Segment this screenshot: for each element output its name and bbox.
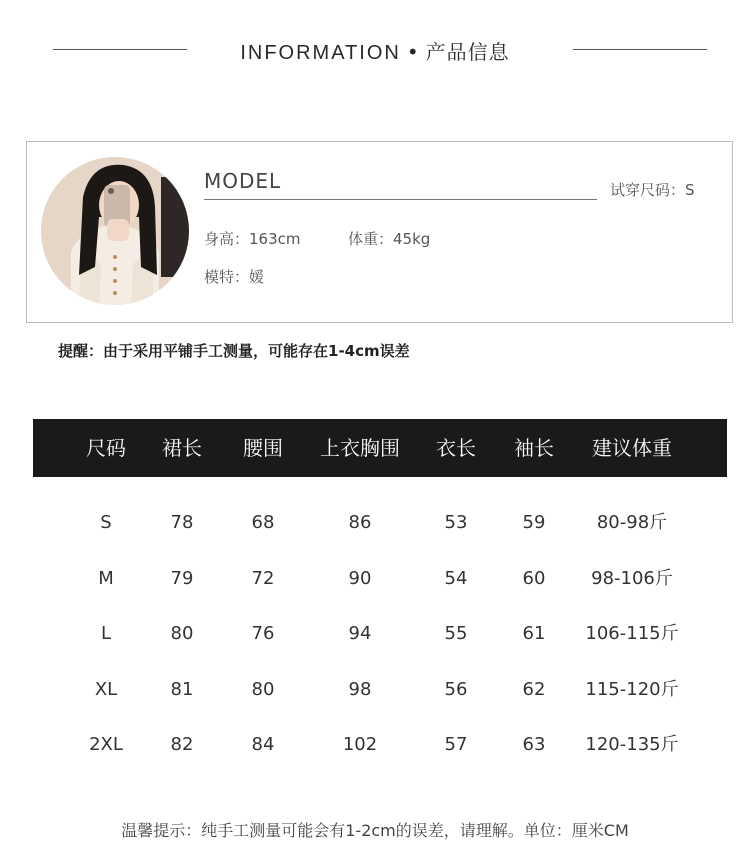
cell-skirt-length: 82 — [170, 734, 194, 755]
table-row — [33, 551, 727, 607]
header-waist: 腰围 — [243, 436, 283, 460]
model-card — [26, 141, 733, 323]
model-underline — [204, 199, 597, 200]
model-height: 身高：163cm — [204, 230, 301, 248]
cell-sleeve-length: 60 — [522, 567, 546, 589]
cell-waist: 68 — [251, 512, 275, 533]
measurement-reminder: 提醒：由于采用平铺手工测量，可能存在1-4cm误差 — [58, 342, 410, 360]
cell-top-length: 54 — [444, 567, 468, 589]
cell-bust: 94 — [348, 623, 372, 644]
size-tried: 试穿尺码：S — [610, 181, 695, 199]
cell-top-length: 57 — [444, 734, 468, 755]
cell-suggested-weight: 120-135斤 — [585, 734, 679, 755]
cell-waist: 84 — [251, 734, 275, 755]
model-label: MODEL — [204, 169, 282, 193]
size-table-header — [33, 419, 727, 477]
cell-suggested-weight: 115-120斤 — [585, 678, 679, 700]
model-avatar — [41, 157, 189, 305]
cell-sleeve-length: 63 — [522, 734, 546, 755]
cell-top-length: 53 — [444, 512, 468, 533]
cell-bust: 102 — [342, 734, 378, 755]
header-title-dot: • — [406, 40, 420, 64]
footer-note: 温馨提示：纯手工测量可能会有1-2cm的误差，请理解。单位：厘米CM — [121, 821, 629, 840]
cell-size: XL — [94, 678, 118, 700]
header-top-length: 衣长 — [436, 436, 476, 460]
header-title-cn: 产品信息 — [425, 40, 510, 64]
header-bust: 上衣胸围 — [320, 436, 400, 460]
size-table-body — [33, 495, 727, 773]
cell-bust: 98 — [348, 678, 372, 700]
cell-top-length: 55 — [444, 623, 468, 644]
table-row — [33, 606, 727, 662]
cell-bust: 86 — [348, 512, 372, 533]
cell-suggested-weight: 106-115斤 — [585, 623, 679, 644]
header-title-en: INFORMATION — [240, 42, 401, 64]
header-suggested-weight: 建议体重 — [592, 436, 672, 460]
model-name: 模特：媛 — [204, 268, 265, 286]
cell-size: S — [100, 512, 112, 533]
cell-skirt-length: 78 — [170, 512, 194, 533]
size-table — [33, 419, 727, 773]
header-sleeve-length: 袖长 — [514, 436, 554, 460]
cell-suggested-weight: 98-106斤 — [591, 567, 673, 589]
cell-skirt-length: 80 — [170, 623, 194, 644]
cell-size: L — [100, 623, 112, 644]
cell-waist: 80 — [251, 678, 275, 700]
table-row — [33, 662, 727, 718]
cell-waist: 76 — [251, 623, 275, 644]
header-size: 尺码 — [86, 436, 126, 460]
cell-sleeve-length: 62 — [522, 678, 546, 700]
cell-top-length: 56 — [444, 678, 468, 700]
cell-skirt-length: 79 — [170, 567, 194, 589]
header-line-right — [573, 49, 707, 50]
header-title — [0, 36, 750, 65]
cell-skirt-length: 81 — [170, 678, 194, 700]
cell-bust: 90 — [348, 567, 372, 589]
header-skirt-length: 裙长 — [162, 436, 202, 460]
cell-sleeve-length: 61 — [522, 623, 546, 644]
table-row — [33, 495, 727, 551]
cell-size: 2XL — [89, 734, 123, 755]
table-row — [33, 717, 727, 773]
cell-sleeve-length: 59 — [522, 512, 546, 533]
model-weight: 体重：45kg — [348, 230, 431, 248]
cell-suggested-weight: 80-98斤 — [596, 512, 668, 533]
cell-waist: 72 — [251, 567, 275, 589]
cell-size: M — [98, 567, 114, 589]
